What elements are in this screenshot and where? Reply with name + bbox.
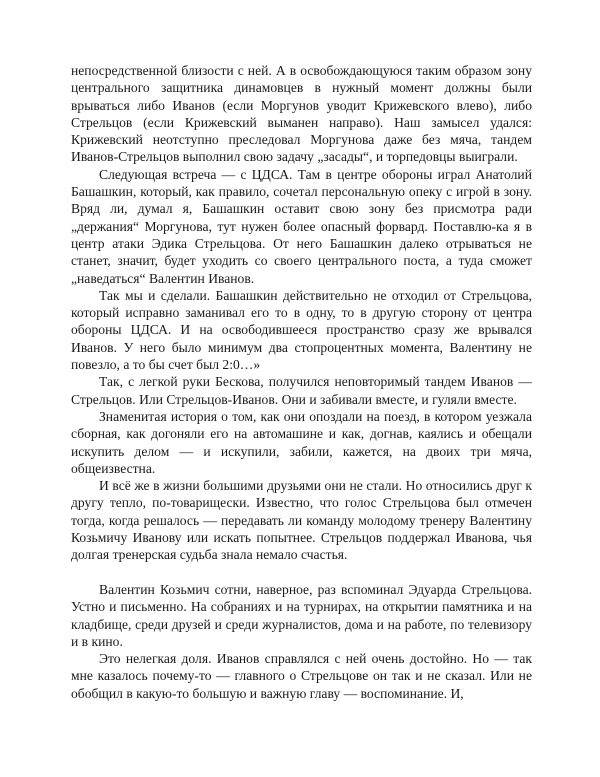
paragraph-hard-share: Это нелегкая доля. Иванов справлялся с ней очень достойно. Но — так мне казалось почему-то — главного о Стрельцове он так и не сказал. Или не обобщил в какую-то большую и важную главу — воспоминание. И, — [71, 651, 532, 701]
section-break — [71, 564, 532, 581]
paragraph-train-story: Знаменитая история о том, как они опоздали на поезд, в котором уезжала сборная, как догоняли его на автомашине и как, догнав, каялись и обещали искупить делом — и искупили, забили, кажется, на двоих три мяча, общеизвестна. — [71, 408, 532, 476]
paragraph-friendship: И всё же в жизни большими друзьями они не стали. Но относились друг к другу тепло, по-товарищески. Известно, что голос Стрельцова был отмечен тогда, когда решалось — передавать ли команду молодому тренеру Валентину Козьмичу Иванову или искать попытнее. Стрельцов поддержал Иванова, чья долгая тренерская судьба знала немало счастья. — [71, 478, 532, 563]
paragraph-continuation: непосредственной близости с ней. А в освобождающуюся таким образом зону центрального защитника динамовцев в нужный момент должны были врываться либо Иванов (если Моргунов уводит Крижевского влево), либо Стрельцов (если Крижевский выманен направо). Наш замысел удался: Крижевский неотступно преследовал Моргунова даже без мяча, тандем Иванов-Стрельцов выполнил свою задачу „засады“, и торпедовцы выиграли. — [71, 63, 532, 165]
paragraph-tandem: Так, с легкой руки Бескова, получился неповторимый тандем Иванов — Стрельцов. Или Стрельцов-Иванов. Они и забивали вместе, и гуляли вместе. — [71, 374, 532, 407]
paragraph-so-we-did: Так мы и сделали. Башашкин действительно не отходил от Стрельцова, который исправно заманивал его то в одну, то в другую сторону от центра обороны ЦДСА. И на освободившееся пространство сразу же врывался Иванов. У него было минимум два стопроцентных момента, Валентину не повезло, а то бы счет был 2:0…» — [71, 287, 532, 373]
paragraph-cdsa-match: Следующая встреча — с ЦДСА. Там в центре обороны играл Анатолий Башашкин, который, как правило, сочетал персональную опеку с игрой в зону. Вряд ли, думал я, Башашкин оставит свою зону без присмотра ради „держания“ Моргунова, тут нужен более опасный форвард. Поставлю-ка я в центр атаки Эдика Стрельцова. От него Башашкин далеко отрываться не станет, значит, будет уходить со своего центрального поста, а туда сможет „наведаться“ Валентин Иванов. — [71, 166, 532, 286]
paragraph-memories: Валентин Козьмич сотни, наверное, раз вспоминал Эдуарда Стрельцова. Устно и письменно. На собраниях и на турнирах, на открытии памятника и на кладбище, среди друзей и среди журналистов, дома и на работе, по телевизору и в кино. — [71, 581, 532, 649]
document-page — [71, 62, 532, 702]
